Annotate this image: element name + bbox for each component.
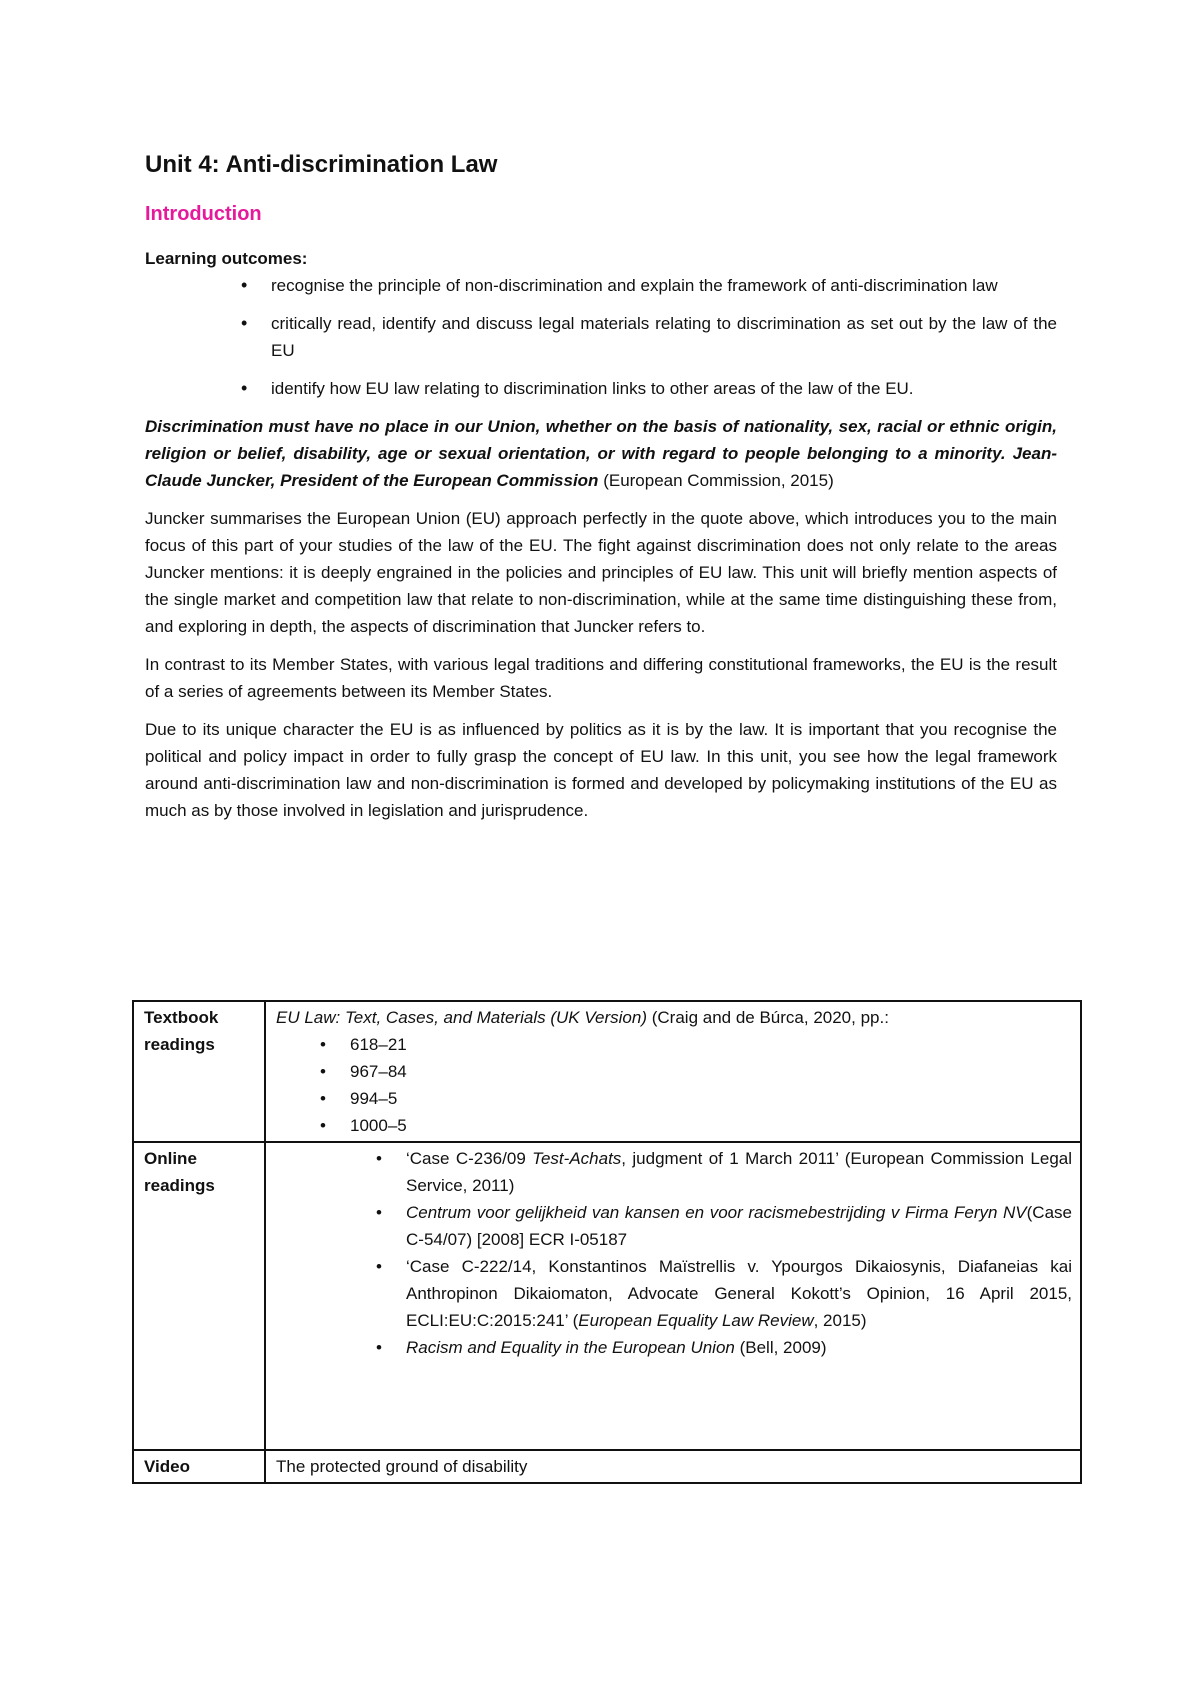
reading-text: (Bell, 2009) [734,1338,827,1357]
textbook-label: Textbook readings [133,1001,265,1142]
list-item: • 994–5 [276,1085,1072,1112]
quote-paragraph [145,413,1057,494]
section-heading: Introduction [145,203,262,225]
readings-table [132,1000,1082,1484]
table-row-video [133,1450,1081,1483]
quote-author: Jean-Claude Juncker, President of the European Commission [145,444,1057,490]
document-content [145,150,1057,835]
body-paragraph: Juncker summarises the European Union (EU) approach perfectly in the quote above, which introduces you to the main focus of this part of your studies of the law of the EU. The fight against discrimination does not only relate to the areas Juncker mentions: it is deeply engrained in the policies and principles of EU law. This unit will briefly mention aspects of the single market and competition law that relate to non-discrimination, while at the same time distinguishing these from, and exploring in depth, the aspects of discrimination that Juncker refers to. [145,509,1057,636]
video-cell: The protected ground of disability [265,1450,1081,1483]
list-item: • identify how EU law relating to discrimination links to other areas of the law of the EU. [145,375,1057,402]
list-item: • 1000–5 [276,1112,1072,1139]
reading-italic: Centrum voor gelijkheid van kansen en voor racismebestrijding v Firma Feryn NV [406,1203,1027,1222]
body-paragraph: Due to its unique character the EU is as influenced by politics as it is by the law. It is important that you recognise the political and policy impact in order to fully grasp the concept of EU law. In this unit, you see how the legal framework around anti-discrimination law and non-discrimination is formed and developed by policymaking institutions of the EU as much as by those involved in legislation and jurisprudence. [145,720,1057,820]
list-item [276,1199,1072,1253]
list-item [276,1334,1072,1361]
reading-text: ‘Case C-236/09 [406,1149,533,1168]
reading-italic: Racism and Equality in the European Union [406,1338,735,1357]
reading-text: ‘Case C-222/14, Konstantinos Maïstrellis v. Ypourgos Dikaiosynis, Diafaneias kai Anthropinon Dikaiomaton, Advocate General Kokott’s Opinion, 16 April 2015, ECLI:EU:C:2015:241’ ( [406,1257,1072,1330]
list-item [276,1145,1072,1199]
online-label: Online readings [133,1142,265,1450]
quote-text: Discrimination must have no place in our Union, whether on the basis of nationality, sex, racial or ethnic origin, religion or belief, disability, age or sexual orientation, or with regard to people belonging to a minority. [145,417,1057,463]
reading-italic: Test-Achats [532,1149,622,1168]
reading-text: , judgment of 1 March 2011’ (European Commission Legal Service, 2011) [406,1149,1073,1195]
table-row-textbook [133,1001,1081,1142]
textbook-citation: (Craig and de Búrca, 2020, pp.: [651,1008,889,1027]
list-item [276,1253,1072,1334]
table-row-online [133,1142,1081,1450]
reading-italic: European Equality Law Review [578,1311,814,1330]
textbook-pages-list [276,1031,1072,1139]
learning-outcomes-list [145,272,1057,402]
video-label: Video [133,1450,265,1483]
reading-text: , 2015) [813,1311,867,1330]
online-cell [265,1142,1081,1450]
textbook-title: EU Law: Text, Cases, and Materials (UK Version) [276,1008,647,1027]
list-item: • 967–84 [276,1058,1072,1085]
reading-text: (Case C-54/07) [2008] ECR I-05187 [406,1203,1072,1249]
list-item: • recognise the principle of non-discrimination and explain the framework of anti-discrimination law [145,272,1057,299]
page-title: Unit 4: Anti-discrimination Law [145,151,498,178]
online-readings-list [276,1145,1072,1361]
body-paragraph: In contrast to its Member States, with various legal traditions and differing constitutional frameworks, the EU is the result of a series of agreements between its Member States. [145,655,1057,701]
textbook-cell [265,1001,1081,1142]
list-item: • critically read, identify and discuss legal materials relating to discrimination as set out by the law of the EU [145,310,1057,364]
learning-outcomes-heading: Learning outcomes: [145,249,308,268]
textbook-reference [276,1004,1072,1031]
list-item: • 618–21 [276,1031,1072,1058]
quote-source: (European Commission, 2015) [603,471,834,490]
